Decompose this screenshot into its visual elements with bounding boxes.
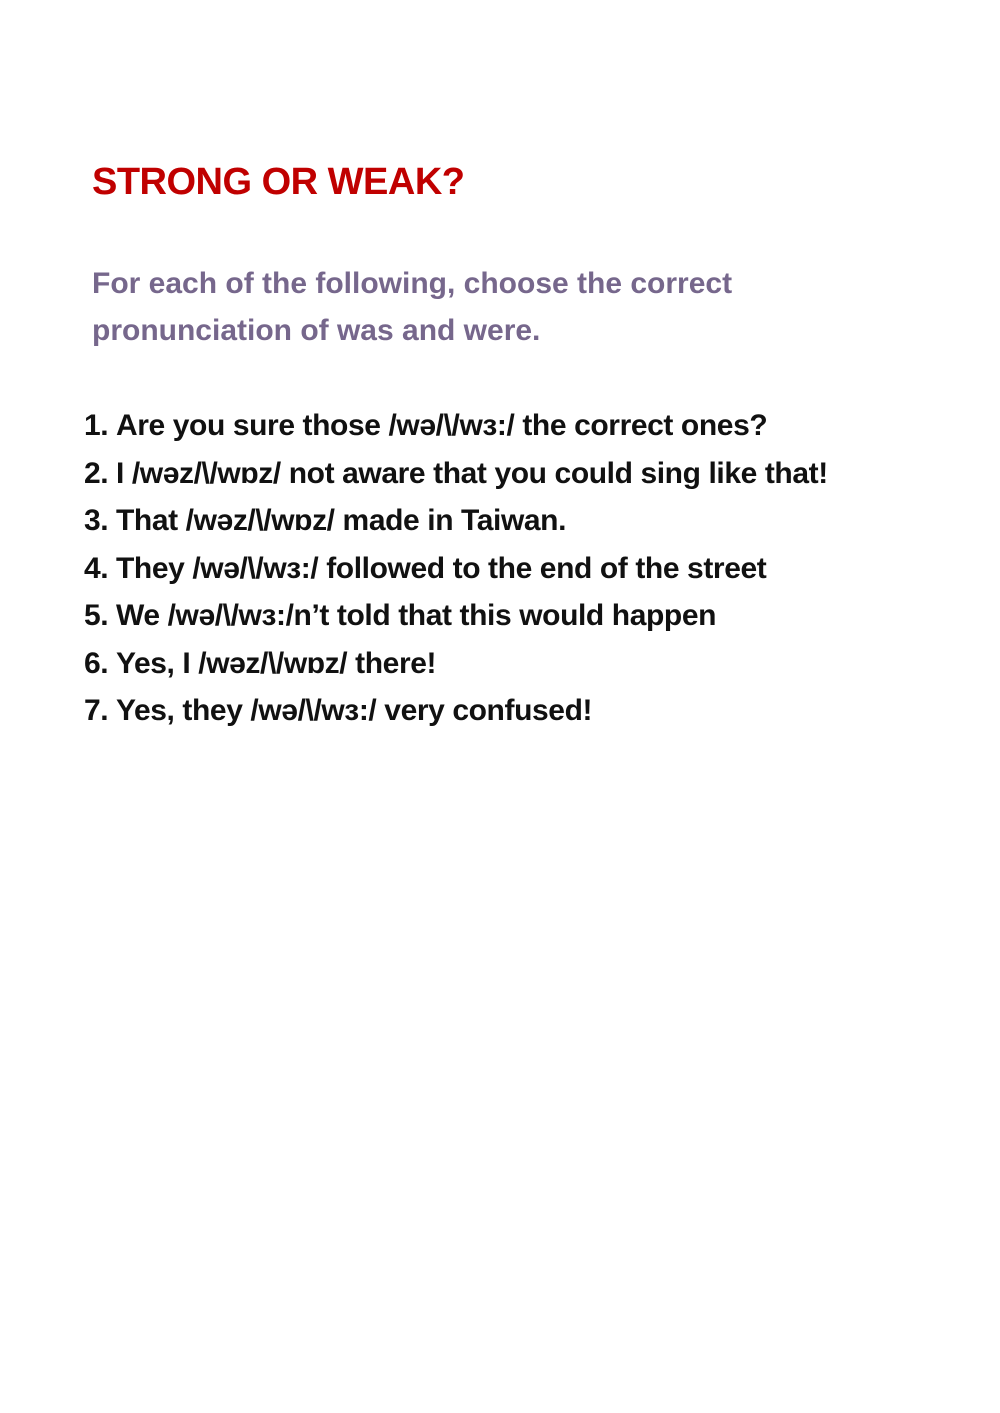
question-number: 3. [84,504,109,537]
question-number: 6. [84,646,109,680]
question-text: We /wə/\/wɜ:/n’t told that this would happen [116,599,717,632]
question-number: 4. [84,551,109,585]
question-text: They /wə/\/wɜ:/ followed to the end of the street [116,551,767,585]
question-text: I /wəz/\/wɒz/ not aware that you could sing like that! [116,456,828,490]
question-text: Yes, I /wəz/\/wɒz/ there! [116,646,437,680]
question-number: 5. [84,599,109,632]
question-text: That /wəz/\/wɒz/ made in Taiwan. [116,504,567,537]
question-number: 2. [84,456,109,490]
question-item-2 [84,450,884,498]
question-number: 7. [84,694,109,727]
question-text: Yes, they /wə/\/wɜ:/ very confused! [116,694,593,727]
question-item-4 [84,545,884,593]
question-item-3 [84,497,884,545]
question-list [84,402,884,735]
question-number: 1. [84,409,109,442]
page-title: STRONG OR WEAK? [92,161,465,203]
instructions-text: For each of the following, choose the correct pronunciation of was and were. [92,267,733,347]
question-item-5 [84,592,884,640]
question-text: Are you sure those /wə/\/wɜ:/ the correct ones? [116,409,768,442]
question-item-7 [84,687,884,735]
question-item-6 [84,640,884,688]
question-item-1 [84,402,884,450]
